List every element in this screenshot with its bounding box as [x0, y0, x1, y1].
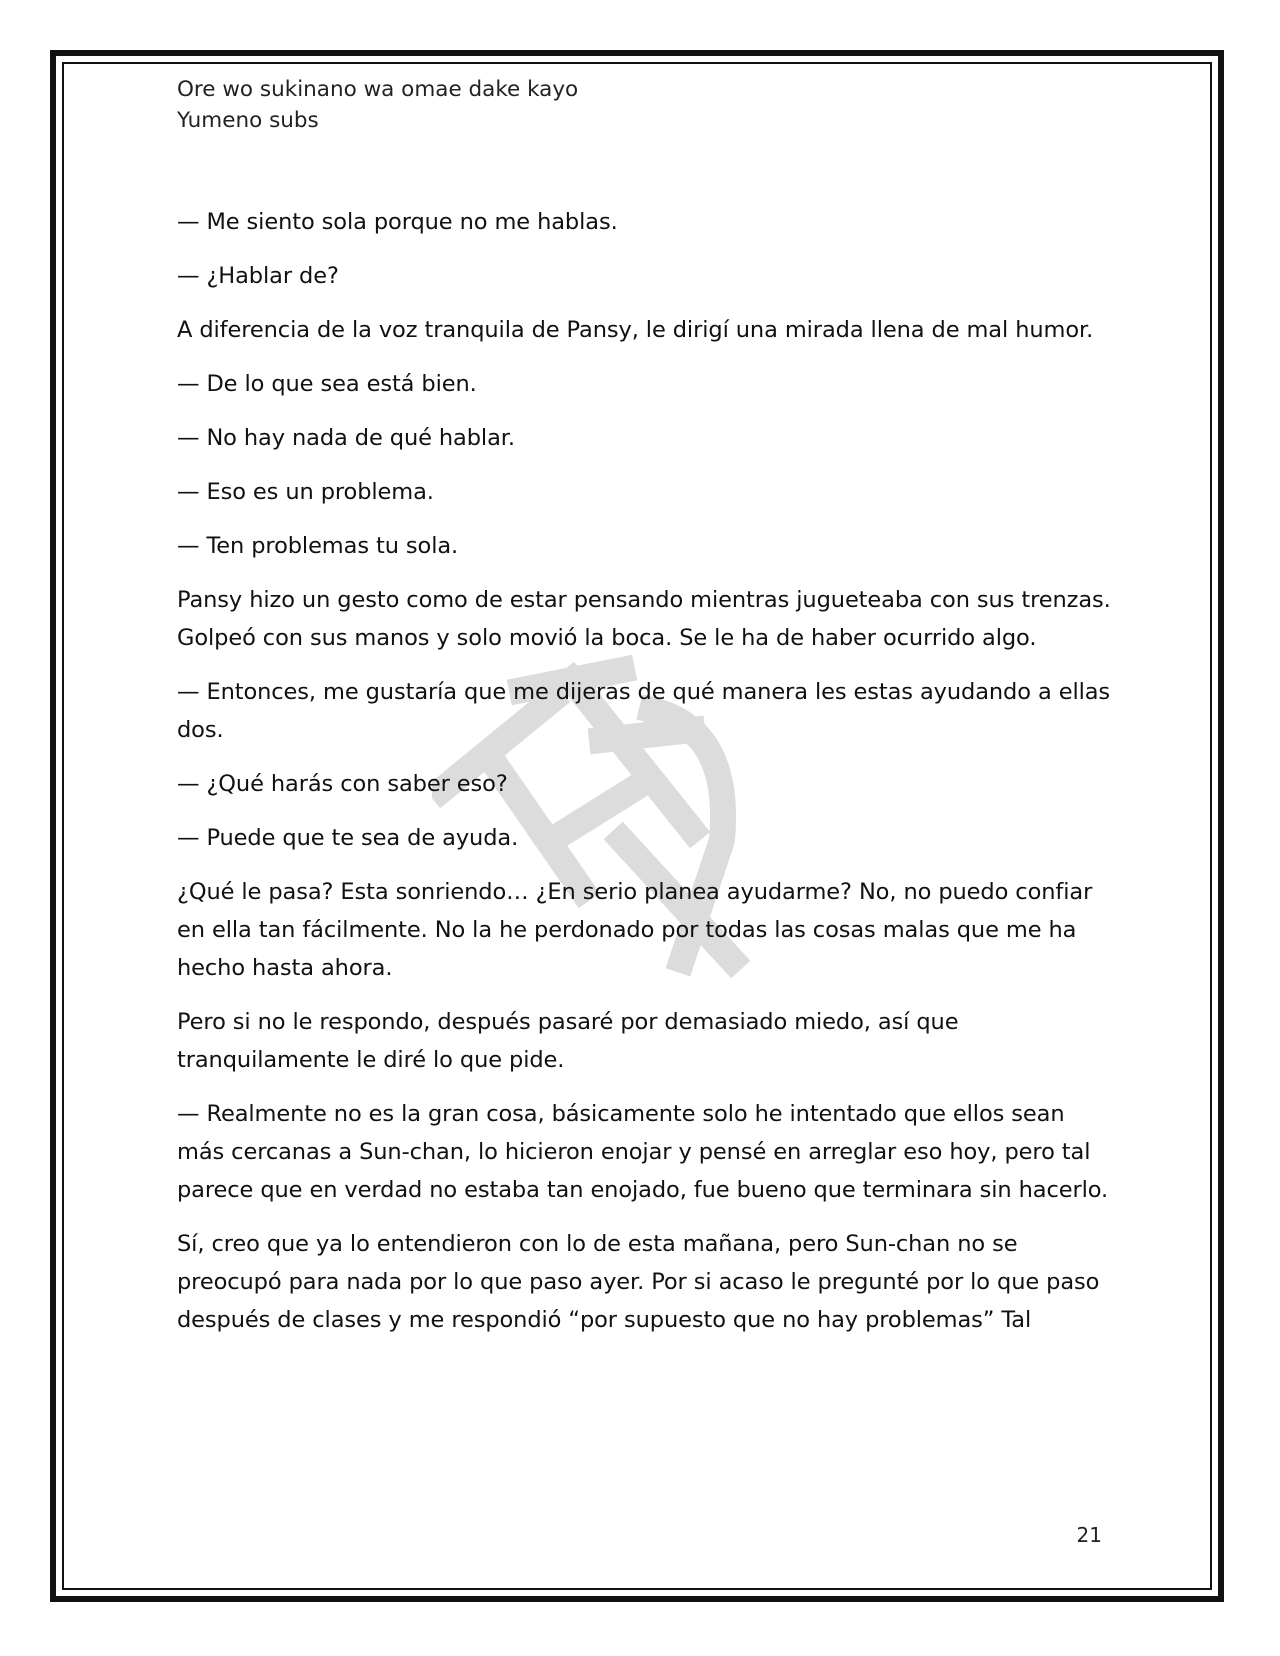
paragraph: — Entonces, me gustaría que me dijeras de qué manera les estas ayudando a ellas dos. — [177, 679, 1111, 743]
paragraph: Sí, creo que ya lo entendieron con lo de esta mañana, pero Sun-chan no se preocupó para nada por lo que paso ayer. Por si acaso le pregunté por lo que paso después de clases y me respondió “por supuesto que no hay problemas” Tal — [177, 1231, 1100, 1333]
paragraph: — No hay nada de qué hablar. — [177, 425, 515, 451]
paragraph: — Ten problemas tu sola. — [177, 533, 459, 559]
paragraph: — Me siento sola porque no me hablas. — [177, 209, 618, 235]
header-group: Yumeno subs — [177, 108, 319, 133]
paragraph: ¿Qué le pasa? Esta sonriendo… ¿En serio planea ayudarme? No, no puedo confiar en ella tan fácilmente. No la he perdonado por todas las cosas malas que me ha hecho hasta ahora. — [177, 879, 1093, 981]
paragraph: — De lo que sea está bien. — [177, 371, 477, 397]
body-text — [177, 203, 1112, 1355]
paragraph: — ¿Qué harás con saber eso? — [177, 771, 508, 797]
paragraph: — Realmente no es la gran cosa, básicamente solo he intentado que ellos sean más cercanas a Sun-chan, lo hicieron enojar y pensé en arreglar eso hoy, pero tal parece que en verdad no estaba tan enojado, fue bueno que terminara sin hacerlo. — [177, 1101, 1109, 1203]
paragraph: Pansy hizo un gesto como de estar pensando mientras jugueteaba con sus trenzas. Golpeó con sus manos y solo movió la boca. Se le ha de haber ocurrido algo. — [177, 587, 1111, 651]
running-header — [177, 74, 578, 136]
header-title: Ore wo sukinano wa omae dake kayo — [177, 77, 579, 102]
paragraph: Pero si no le respondo, después pasaré por demasiado miedo, así que tranquilamente le diré lo que pide. — [177, 1009, 959, 1073]
paragraph: — Puede que te sea de ayuda. — [177, 825, 519, 851]
paragraph: A diferencia de la voz tranquila de Pansy, le dirigí una mirada llena de mal humor. — [177, 317, 1094, 343]
page-number: 21 — [1076, 1523, 1102, 1547]
paragraph: — Eso es un problema. — [177, 479, 434, 505]
paragraph: — ¿Hablar de? — [177, 263, 339, 289]
